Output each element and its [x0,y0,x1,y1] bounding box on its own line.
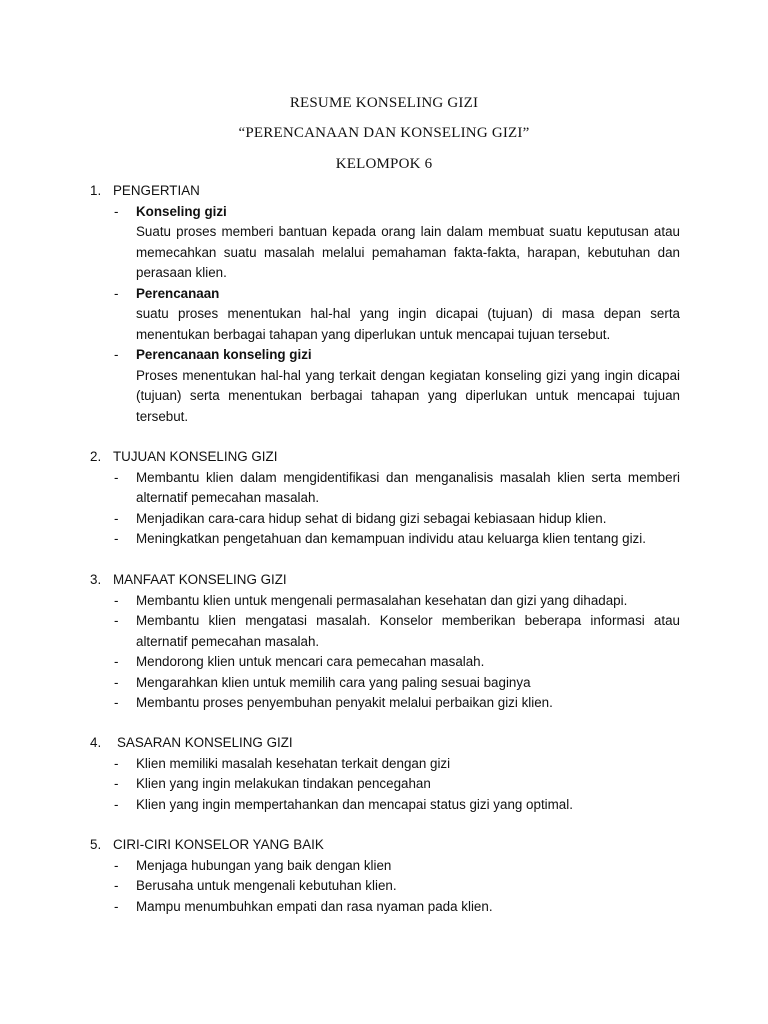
section-title: SASARAN KONSELING GIZI [117,735,293,750]
list-item-text: Klien yang ingin melakukan tindakan pencegahan [136,776,431,791]
bullet-dash: - [114,469,119,485]
list-item [90,345,680,427]
list-item [90,693,680,714]
list-item [90,591,680,612]
section-title: MANFAAT KONSELING GIZI [113,572,287,587]
section-number: 4. [90,735,102,750]
group-label: KELOMPOK 6 [335,156,433,172]
list-item-text: Membantu klien untuk mengenali permasalahan kesehatan dan gizi yang dihadapi. [136,592,628,608]
section-heading [90,835,680,856]
term-definition: Suatu proses memberi bantuan kepada orang lain dalam membuat suatu keputusan atau memecahkan suatu masalah melalui pemahaman fakta-fakta, harapan, kebutuhan dan perasaan klien. [136,224,680,280]
section-heading [90,733,680,754]
bullet-dash: - [114,776,119,791]
list-item [90,673,680,694]
list-item [90,652,680,673]
list-item-text: Berusaha untuk mengenali kebutuhan klien. [136,878,397,893]
list-item-text: Membantu klien dalam mengidentifikasi dan menganalisis masalah klien serta memberi alternatif pemecahan masalah. [136,469,680,505]
bullet-dash: - [114,695,119,710]
list-item [90,468,680,509]
list-item-text: Mendorong klien untuk mencari cara pemecahan masalah. [136,654,485,669]
list-item [90,774,680,795]
document-title: RESUME KONSELING GIZI [289,95,479,111]
list-item-text: Mengarahkan klien untuk memilih cara yang paling sesuai baginya [136,674,531,690]
section-title: PENGERTIAN [113,183,200,198]
term-title: Perencanaan konseling gizi [136,347,312,362]
term-title: Konseling gizi [136,203,227,219]
document-subtitle: “PERENCANAAN DAN KONSELING GIZI” [238,125,530,141]
section-heading [90,570,680,591]
list-item [90,202,680,284]
bullet-dash: - [114,531,119,546]
bullet-dash: - [114,755,119,771]
list-item [90,856,680,877]
term-definition: suatu proses menentukan hal-hal yang ingin dicapai (tujuan) di masa depan serta menentukan berbagai tahapan yang diperlukan untuk mencapai tujuan tersebut. [136,306,680,342]
section-manfaat [90,570,680,714]
bullet-dash: - [114,203,119,219]
list-item-text: Menjaga hubungan yang baik dengan klien [136,857,392,873]
list-item [90,754,680,775]
bullet-dash: - [114,796,119,812]
list-item-text: Membantu proses penyembuhan penyakit melalui perbaikan gizi klien. [136,695,553,710]
bullet-dash: - [114,613,119,628]
list-item-text: Klien memiliki masalah kesehatan terkait dengan gizi [136,755,451,771]
list-item [90,876,680,897]
bullet-dash: - [114,878,119,893]
bullet-dash: - [114,285,119,301]
bullet-dash: - [114,654,119,669]
list-item [90,611,680,652]
term-definition: Proses menentukan hal-hal yang terkait dengan kegiatan konseling gizi yang ingin dicapai (tujuan) serta menentukan berbagai tahapan yang diperlukan untuk mencapai tujuan tersebut. [136,367,680,424]
bullet-dash: - [114,592,119,608]
section-heading [90,181,680,202]
section-number: 1. [90,183,102,198]
section-title: TUJUAN KONSELING GIZI [113,449,278,464]
list-item [90,284,680,346]
section-sasaran [90,733,680,815]
bullet-dash: - [114,674,119,690]
section-tujuan [90,447,680,550]
list-item [90,795,680,816]
list-item [90,509,680,530]
section-number: 2. [90,449,102,464]
section-title: CIRI-CIRI KONSELOR YANG BAIK [113,837,324,852]
term-title: Perencanaan [136,285,220,301]
list-item-text: Menjadikan cara-cara hidup sehat di bidang gizi sebagai kebiasaan hidup klien. [136,510,607,526]
list-item-text: Mampu menumbuhkan empati dan rasa nyaman pada klien. [136,898,493,914]
section-number: 3. [90,572,102,587]
bullet-dash: - [114,857,119,873]
list-item-text: Membantu klien mengatasi masalah. Konselor memberikan beberapa informasi atau alternatif pemecahan masalah. [136,613,680,649]
section-number: 5. [90,837,102,852]
section-heading [90,447,680,468]
section-ciri-konselor [90,835,680,917]
bullet-dash: - [114,898,119,914]
bullet-dash: - [114,347,119,362]
section-pengertian [90,181,680,427]
list-item-text: Klien yang ingin mempertahankan dan mencapai status gizi yang optimal. [136,796,573,812]
list-item-text: Meningkatkan pengetahuan dan kemampuan individu atau keluarga klien tentang gizi. [136,531,646,546]
list-item [90,897,680,918]
list-item [90,529,680,550]
bullet-dash: - [114,510,119,526]
